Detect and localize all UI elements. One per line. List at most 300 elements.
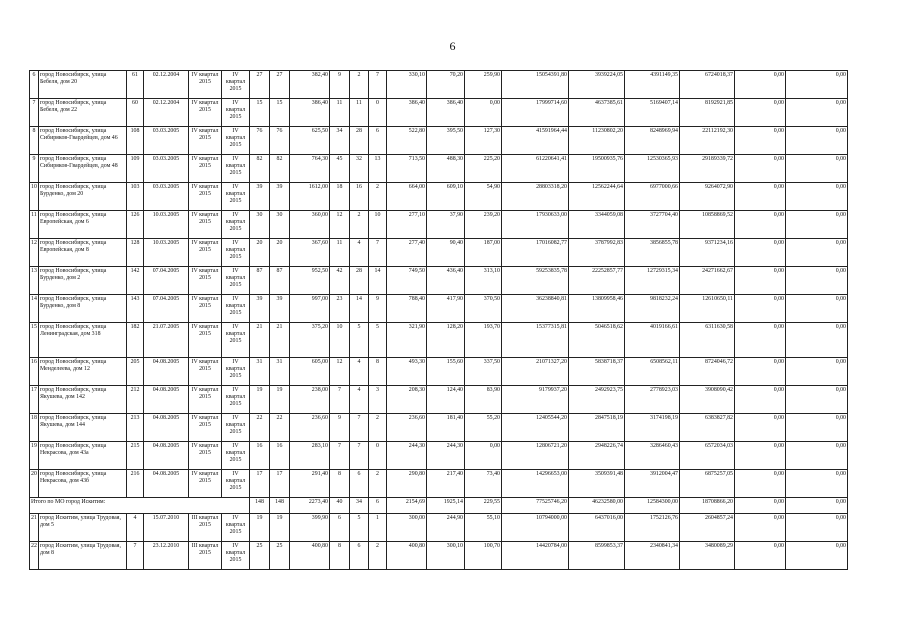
value-c14: 70,20	[427, 71, 465, 99]
house-address: город Новосибирск, улица Бурденко, дом 20	[39, 183, 127, 211]
document-date: 02.12.2004	[144, 71, 189, 99]
value-c19: 6724018,37	[680, 71, 735, 99]
house-address: город Новосибирск, улица Якушева, дом 144	[39, 414, 127, 442]
value-c10: 12	[330, 358, 350, 386]
value-c16: 61220641,41	[502, 155, 569, 183]
value-c11: 4	[350, 358, 369, 386]
value-c12: 7	[369, 71, 387, 99]
value-c11: 2	[350, 71, 369, 99]
table-row	[30, 239, 848, 267]
value-c13: 330,10	[387, 71, 427, 99]
value-c10: 23	[330, 295, 350, 323]
value-c18: 9818232,24	[625, 295, 680, 323]
actual-period: IV квартал 2015	[222, 183, 250, 211]
planned-period: IV квартал 2015	[189, 295, 222, 323]
value-c20: 0,00	[735, 470, 786, 498]
value-c7: 31	[250, 358, 270, 386]
value-c18: 4391149,35	[625, 71, 680, 99]
value-c16: 41591964,44	[502, 127, 569, 155]
value-c16: 15377315,81	[502, 323, 569, 358]
value-c19: 3480089,29	[680, 542, 735, 570]
value-c12: 6	[369, 127, 387, 155]
value-c20: 0,00	[735, 442, 786, 470]
value-c14: 37,90	[427, 211, 465, 239]
value-c11: 4	[350, 386, 369, 414]
value-c18: 5169407,14	[625, 99, 680, 127]
value-c13: 290,80	[387, 470, 427, 498]
value-c9: 382,40	[290, 71, 330, 99]
house-address: город Искитим, улица Трудовая, дом 5	[39, 514, 127, 542]
value-c20: 0,00	[735, 358, 786, 386]
value-c15: 55,20	[465, 414, 502, 442]
value-c15: 187,00	[465, 239, 502, 267]
actual-period: IV квартал 2015	[222, 99, 250, 127]
value-c10: 8	[330, 470, 350, 498]
value-c18: 3856855,78	[625, 239, 680, 267]
value-c9: 605,00	[290, 358, 330, 386]
document-number: 109	[127, 155, 144, 183]
value-c17: 2948226,74	[569, 442, 625, 470]
value-c8: 39	[270, 183, 290, 211]
house-address: город Новосибирск, улица Бурденко, дом 8	[39, 295, 127, 323]
house-address: город Новосибирск, улица Европейская, дом 8	[39, 239, 127, 267]
document-date: 10.03.2005	[144, 211, 189, 239]
document-date: 04.08.2005	[144, 442, 189, 470]
value-c8: 21	[270, 323, 290, 358]
planned-period: IV квартал 2015	[189, 442, 222, 470]
value-c14: 90,40	[427, 239, 465, 267]
value-c17: 4637385,61	[569, 99, 625, 127]
row-number: 7	[30, 99, 39, 127]
value-c12: 14	[369, 267, 387, 295]
value-c17: 3509391,48	[569, 470, 625, 498]
value-c14: 609,10	[427, 183, 465, 211]
value-c18: 6508562,11	[625, 358, 680, 386]
value-c13: 788,40	[387, 295, 427, 323]
document-number: 213	[127, 414, 144, 442]
value-c13: 277,10	[387, 211, 427, 239]
actual-period: IV квартал 2015	[222, 442, 250, 470]
document-number: 216	[127, 470, 144, 498]
value-c8: 19	[270, 514, 290, 542]
subtotal-c9: 2273,40	[290, 498, 330, 514]
value-c10: 11	[330, 239, 350, 267]
value-c9: 360,00	[290, 211, 330, 239]
value-c19: 6875257,05	[680, 470, 735, 498]
value-c9: 236,60	[290, 414, 330, 442]
value-c19: 6311630,58	[680, 323, 735, 358]
value-c14: 300,10	[427, 542, 465, 570]
value-c14: 155,60	[427, 358, 465, 386]
subtotal-c18: 12584300,00	[625, 498, 680, 514]
value-c12: 5	[369, 323, 387, 358]
document-number: 142	[127, 267, 144, 295]
value-c10: 42	[330, 267, 350, 295]
value-c7: 19	[250, 514, 270, 542]
value-c21: 0,00	[786, 295, 848, 323]
value-c18: 12729315,34	[625, 267, 680, 295]
row-number: 13	[30, 267, 39, 295]
value-c15: 83,90	[465, 386, 502, 414]
value-c14: 124,40	[427, 386, 465, 414]
value-c17: 13809958,46	[569, 295, 625, 323]
value-c16: 15054391,80	[502, 71, 569, 99]
value-c11: 7	[350, 414, 369, 442]
table-row	[30, 267, 848, 295]
actual-period: IV квартал 2015	[222, 323, 250, 358]
value-c21: 0,00	[786, 99, 848, 127]
document-number: 128	[127, 239, 144, 267]
planned-period: IV квартал 2015	[189, 155, 222, 183]
table-row	[30, 99, 848, 127]
value-c13: 400,80	[387, 542, 427, 570]
value-c14: 488,30	[427, 155, 465, 183]
page-number: 6	[449, 39, 456, 53]
value-c16: 12806721,20	[502, 442, 569, 470]
value-c16: 17999714,60	[502, 99, 569, 127]
planned-period: IV квартал 2015	[189, 267, 222, 295]
value-c20: 0,00	[735, 127, 786, 155]
value-c12: 2	[369, 470, 387, 498]
row-number: 14	[30, 295, 39, 323]
planned-period: IV квартал 2015	[189, 470, 222, 498]
value-c8: 31	[270, 358, 290, 386]
value-c10: 7	[330, 442, 350, 470]
row-number: 8	[30, 127, 39, 155]
value-c17: 3939224,05	[569, 71, 625, 99]
value-c7: 76	[250, 127, 270, 155]
value-c15: 225,20	[465, 155, 502, 183]
planned-period: III квартал 2015	[189, 514, 222, 542]
value-c8: 30	[270, 211, 290, 239]
value-c13: 713,50	[387, 155, 427, 183]
actual-period: IV квартал 2015	[222, 295, 250, 323]
table-body	[30, 71, 848, 570]
value-c9: 386,40	[290, 99, 330, 127]
value-c15: 0,00	[465, 99, 502, 127]
value-c10: 9	[330, 71, 350, 99]
value-c16: 36238840,81	[502, 295, 569, 323]
document-number: 143	[127, 295, 144, 323]
value-c15: 54,90	[465, 183, 502, 211]
value-c9: 400,80	[290, 542, 330, 570]
value-c18: 4019166,61	[625, 323, 680, 358]
value-c19: 29189339,72	[680, 155, 735, 183]
value-c13: 749,50	[387, 267, 427, 295]
value-c13: 386,40	[387, 99, 427, 127]
value-c21: 0,00	[786, 470, 848, 498]
subtotal-c7: 148	[250, 498, 270, 514]
value-c20: 0,00	[735, 267, 786, 295]
value-c18: 3286460,43	[625, 442, 680, 470]
value-c18: 1752126,76	[625, 514, 680, 542]
actual-period: IV квартал 2015	[222, 386, 250, 414]
value-c7: 16	[250, 442, 270, 470]
value-c7: 87	[250, 267, 270, 295]
value-c20: 0,00	[735, 414, 786, 442]
value-c18: 2778923,03	[625, 386, 680, 414]
document-number: 205	[127, 358, 144, 386]
value-c19: 6572034,03	[680, 442, 735, 470]
value-c8: 15	[270, 99, 290, 127]
value-c20: 0,00	[735, 514, 786, 542]
value-c19: 24271662,67	[680, 267, 735, 295]
value-c18: 3912004,47	[625, 470, 680, 498]
value-c15: 73,40	[465, 470, 502, 498]
value-c21: 0,00	[786, 211, 848, 239]
value-c9: 1612,00	[290, 183, 330, 211]
value-c12: 2	[369, 183, 387, 211]
actual-period: IV квартал 2015	[222, 470, 250, 498]
subtotal-c17: 46232580,00	[569, 498, 625, 514]
table-row	[30, 470, 848, 498]
value-c8: 27	[270, 71, 290, 99]
planned-period: IV квартал 2015	[189, 323, 222, 358]
document-date: 15.07.2010	[144, 514, 189, 542]
value-c7: 19	[250, 386, 270, 414]
document-number: 108	[127, 127, 144, 155]
value-c13: 522,80	[387, 127, 427, 155]
value-c20: 0,00	[735, 239, 786, 267]
subtotal-c14: 1925,14	[427, 498, 465, 514]
subtotal-c20: 0,00	[735, 498, 786, 514]
value-c11: 4	[350, 239, 369, 267]
row-number: 22	[30, 542, 39, 570]
value-c12: 9	[369, 295, 387, 323]
value-c20: 0,00	[735, 542, 786, 570]
document-date: 21.07.2005	[144, 323, 189, 358]
value-c15: 259,90	[465, 71, 502, 99]
value-c8: 76	[270, 127, 290, 155]
value-c21: 0,00	[786, 542, 848, 570]
value-c16: 17930633,00	[502, 211, 569, 239]
value-c12: 13	[369, 155, 387, 183]
value-c13: 664,00	[387, 183, 427, 211]
value-c15: 370,50	[465, 295, 502, 323]
value-c9: 367,60	[290, 239, 330, 267]
value-c10: 6	[330, 514, 350, 542]
actual-period: IV квартал 2015	[222, 71, 250, 99]
value-c7: 17	[250, 470, 270, 498]
value-c21: 0,00	[786, 514, 848, 542]
subtotal-c13: 2154,69	[387, 498, 427, 514]
value-c11: 6	[350, 542, 369, 570]
value-c21: 0,00	[786, 358, 848, 386]
value-c11: 28	[350, 127, 369, 155]
subtotal-c11: 34	[350, 498, 369, 514]
document-date: 07.04.2005	[144, 295, 189, 323]
value-c12: 2	[369, 414, 387, 442]
row-number: 19	[30, 442, 39, 470]
subtotal-c19: 18708866,20	[680, 498, 735, 514]
actual-period: IV квартал 2015	[222, 155, 250, 183]
value-c14: 417,90	[427, 295, 465, 323]
row-number: 20	[30, 470, 39, 498]
value-c19: 8192921,85	[680, 99, 735, 127]
value-c16: 14420784,00	[502, 542, 569, 570]
value-c11: 16	[350, 183, 369, 211]
value-c10: 34	[330, 127, 350, 155]
value-c12: 8	[369, 358, 387, 386]
value-c9: 625,50	[290, 127, 330, 155]
value-c18: 3727704,40	[625, 211, 680, 239]
document-date: 10.03.2005	[144, 239, 189, 267]
table-row	[30, 542, 848, 570]
value-c11: 6	[350, 470, 369, 498]
value-c11: 14	[350, 295, 369, 323]
value-c18: 12530365,93	[625, 155, 680, 183]
value-c11: 11	[350, 99, 369, 127]
house-address: город Новосибирск, улица Бурденко, дом 2	[39, 267, 127, 295]
row-number: 9	[30, 155, 39, 183]
value-c14: 181,40	[427, 414, 465, 442]
value-c12: 2	[369, 542, 387, 570]
value-c13: 208,30	[387, 386, 427, 414]
value-c17: 8599853,37	[569, 542, 625, 570]
value-c17: 11230802,20	[569, 127, 625, 155]
subtotal-row	[30, 498, 848, 514]
value-c11: 28	[350, 267, 369, 295]
value-c9: 764,30	[290, 155, 330, 183]
table-row	[30, 183, 848, 211]
document-number: 215	[127, 442, 144, 470]
value-c20: 0,00	[735, 71, 786, 99]
row-number: 12	[30, 239, 39, 267]
value-c16: 21071327,20	[502, 358, 569, 386]
document-number: 4	[127, 514, 144, 542]
document-date: 04.08.2005	[144, 414, 189, 442]
subtotal-c21: 0,00	[786, 498, 848, 514]
planned-period: III квартал 2015	[189, 542, 222, 570]
value-c17: 3787992,83	[569, 239, 625, 267]
value-c10: 10	[330, 323, 350, 358]
value-c13: 277,40	[387, 239, 427, 267]
value-c21: 0,00	[786, 71, 848, 99]
value-c17: 6437016,00	[569, 514, 625, 542]
actual-period: IV квартал 2015	[222, 542, 250, 570]
value-c9: 952,50	[290, 267, 330, 295]
planned-period: IV квартал 2015	[189, 71, 222, 99]
value-c7: 39	[250, 295, 270, 323]
house-address: город Искитим, улица Трудовая, дом 8	[39, 542, 127, 570]
value-c21: 0,00	[786, 127, 848, 155]
planned-period: IV квартал 2015	[189, 211, 222, 239]
value-c11: 7	[350, 442, 369, 470]
value-c16: 14296653,00	[502, 470, 569, 498]
actual-period: IV квартал 2015	[222, 267, 250, 295]
value-c17: 5046518,62	[569, 323, 625, 358]
value-c8: 82	[270, 155, 290, 183]
value-c7: 15	[250, 99, 270, 127]
row-number: 17	[30, 386, 39, 414]
document-number: 182	[127, 323, 144, 358]
value-c7: 27	[250, 71, 270, 99]
value-c17: 3344059,08	[569, 211, 625, 239]
value-c15: 337,50	[465, 358, 502, 386]
value-c12: 1	[369, 514, 387, 542]
document-date: 04.08.2005	[144, 386, 189, 414]
value-c14: 436,40	[427, 267, 465, 295]
value-c8: 22	[270, 414, 290, 442]
value-c14: 128,20	[427, 323, 465, 358]
house-address: город Новосибирск, улица Бебеля, дом 22	[39, 99, 127, 127]
document-date: 07.04.2005	[144, 267, 189, 295]
table-row	[30, 414, 848, 442]
table-row	[30, 442, 848, 470]
house-address: город Новосибирск, улица Менделеева, дом 12	[39, 358, 127, 386]
subtotal-c16: 77525746,20	[502, 498, 569, 514]
value-c16: 12405544,20	[502, 414, 569, 442]
value-c21: 0,00	[786, 442, 848, 470]
document-number: 212	[127, 386, 144, 414]
value-c20: 0,00	[735, 99, 786, 127]
planned-period: IV квартал 2015	[189, 183, 222, 211]
actual-period: IV квартал 2015	[222, 239, 250, 267]
value-c13: 321,90	[387, 323, 427, 358]
value-c8: 25	[270, 542, 290, 570]
house-address: город Новосибирск, улица Европейская, дом 6	[39, 211, 127, 239]
planned-period: IV квартал 2015	[189, 99, 222, 127]
planned-period: IV квартал 2015	[189, 386, 222, 414]
value-c8: 20	[270, 239, 290, 267]
value-c16: 28803318,20	[502, 183, 569, 211]
document-date: 02.12.2004	[144, 99, 189, 127]
value-c9: 283,10	[290, 442, 330, 470]
value-c17: 12562244,64	[569, 183, 625, 211]
actual-period: IV квартал 2015	[222, 514, 250, 542]
value-c14: 217,40	[427, 470, 465, 498]
value-c10: 8	[330, 542, 350, 570]
value-c7: 20	[250, 239, 270, 267]
document-date: 03.03.2005	[144, 183, 189, 211]
value-c14: 244,90	[427, 514, 465, 542]
house-address: город Новосибирск, улица Ленинградская, дом 318	[39, 323, 127, 358]
house-address: город Новосибирск, улица Бебеля, дом 20	[39, 71, 127, 99]
value-c13: 236,60	[387, 414, 427, 442]
value-c19: 9371234,16	[680, 239, 735, 267]
document-date: 23.12.2010	[144, 542, 189, 570]
value-c10: 9	[330, 414, 350, 442]
value-c18: 3174198,19	[625, 414, 680, 442]
value-c9: 399,90	[290, 514, 330, 542]
house-address: город Новосибирск, улица Некрасова, дом 43а	[39, 442, 127, 470]
value-c19: 2604857,24	[680, 514, 735, 542]
value-c19: 9264072,90	[680, 183, 735, 211]
value-c7: 30	[250, 211, 270, 239]
value-c21: 0,00	[786, 155, 848, 183]
value-c21: 0,00	[786, 414, 848, 442]
value-c19: 6383827,82	[680, 414, 735, 442]
value-c20: 0,00	[735, 295, 786, 323]
row-number: 6	[30, 71, 39, 99]
document-number: 126	[127, 211, 144, 239]
value-c15: 193,70	[465, 323, 502, 358]
house-address: город Новосибирск, улица Сибиряков-Гвардейцев, дом 48	[39, 155, 127, 183]
value-c8: 19	[270, 386, 290, 414]
value-c7: 22	[250, 414, 270, 442]
value-c19: 22112192,30	[680, 127, 735, 155]
subtotal-label: Итого по МО город Искитим:	[30, 498, 250, 514]
value-c17: 19500935,76	[569, 155, 625, 183]
value-c21: 0,00	[786, 239, 848, 267]
planned-period: IV квартал 2015	[189, 239, 222, 267]
resettlement-table	[29, 70, 848, 570]
value-c15: 0,00	[465, 442, 502, 470]
table-row	[30, 295, 848, 323]
row-number: 21	[30, 514, 39, 542]
table-row	[30, 514, 848, 542]
value-c19: 8724046,72	[680, 358, 735, 386]
